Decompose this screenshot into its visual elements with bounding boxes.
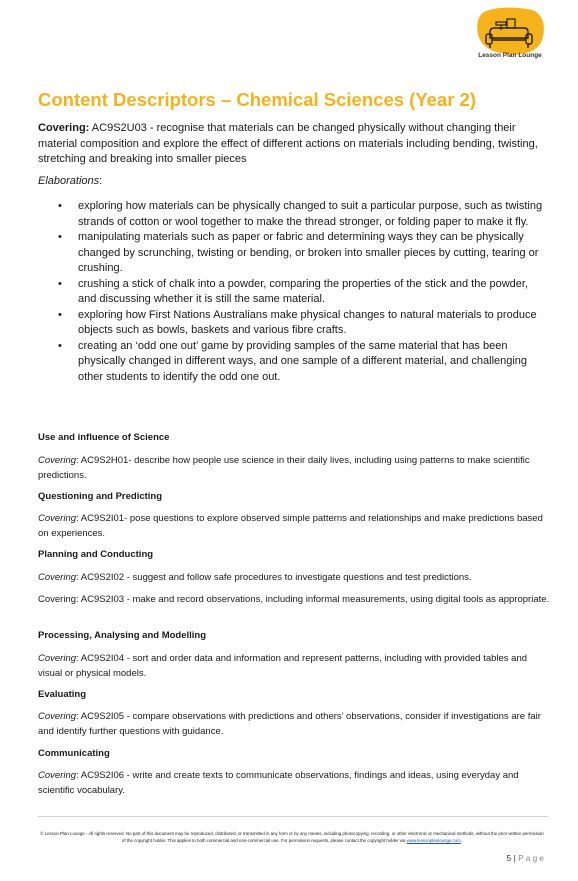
footer-copyright bbox=[38, 830, 546, 844]
footer-divider bbox=[38, 816, 548, 817]
link-suffix: . bbox=[460, 838, 463, 843]
covering-text: : AC9S2I02 - suggest and follow safe procedures to investigate questions and test predictions. bbox=[76, 572, 472, 583]
elaborations-label: Elaborations bbox=[38, 175, 100, 187]
bullet-icon: • bbox=[58, 277, 62, 290]
section-text-planning bbox=[38, 571, 550, 586]
section-text-evaluating bbox=[38, 710, 550, 739]
list-item bbox=[58, 277, 544, 308]
section-heading-use-of-science: Use and influence of Science bbox=[38, 432, 170, 443]
copyright-text: © Lesson Plan Lounge - All rights reserved. No part of this document may be reproduced, distributed, or transmitted in any form or by any means, including photocopying, recording, or other electronic or mechanical methods, without the prior written permission of the copyright holder. This applies to both commercial and non-commercial use. For permission requests, please contact the copyright holder via bbox=[40, 831, 544, 843]
list-item bbox=[58, 308, 544, 339]
covering-text: AC9S2U03 - recognise that materials can be changed physically without changing their material composition and explore the effect of different actions on materials including bending, twisting, stretching and breaking into smaller pieces bbox=[38, 122, 538, 165]
covering-label: Covering bbox=[38, 770, 77, 781]
covering-label: Covering: bbox=[38, 122, 90, 134]
section-heading-evaluating: Evaluating bbox=[38, 689, 87, 700]
bullet-icon: • bbox=[58, 339, 62, 352]
covering-text: : AC9S2I06 - write and create texts to communicate observations, findings and ideas, using everyday and scientific vocabulary. bbox=[38, 770, 519, 796]
section-heading-questioning: Questioning and Predicting bbox=[38, 491, 163, 502]
list-item bbox=[58, 199, 544, 230]
section-text-processing bbox=[38, 652, 550, 681]
list-item bbox=[58, 339, 544, 386]
section-heading-communicating: Communicating bbox=[38, 748, 110, 759]
covering-text: : AC9S2I05 - compare observations with predictions and others’ observations, consider if investigations are fair and identify further questions with guidance. bbox=[38, 711, 541, 737]
bullet-icon: • bbox=[58, 231, 62, 243]
bullet-icon: • bbox=[58, 200, 62, 212]
section-text-use-of-science bbox=[38, 454, 550, 483]
covering-label: Covering bbox=[38, 572, 77, 583]
elaborations-colon: : bbox=[99, 175, 103, 187]
section-text-communicating bbox=[38, 769, 550, 798]
section-text-planning-extra: Covering: AC9S2I03 - make and record observations, including informal measurements, using digital tools as appropriate. bbox=[38, 594, 550, 605]
covering-label: Covering bbox=[38, 711, 77, 722]
page-title: Content Descriptors – Chemical Sciences (Year 2) bbox=[38, 89, 477, 110]
page-separator: | bbox=[511, 853, 519, 863]
section-text-questioning bbox=[38, 512, 550, 541]
page-word: Page bbox=[518, 853, 546, 863]
covering-text: : AC9S2I01- pose questions to explore observed simple patterns and relationships and make predictions based on experiences. bbox=[38, 513, 543, 539]
section-heading-planning: Planning and Conducting bbox=[38, 549, 154, 560]
elaborations-heading bbox=[38, 175, 102, 187]
section-heading-processing: Processing, Analysing and Modelling bbox=[38, 630, 207, 641]
covering-label: Covering bbox=[38, 513, 77, 524]
covering-text: : AC9S2I04 - sort and order data and information and represent patterns, including with provided tables and visual or physical models. bbox=[38, 653, 528, 679]
covering-label: Covering bbox=[38, 455, 77, 466]
logo-label: Lesson Plan Lounge bbox=[478, 52, 542, 59]
list-item bbox=[58, 230, 544, 277]
footer-website-link[interactable]: www.lessonplanlounge.com bbox=[406, 838, 461, 843]
list-item-text: exploring how materials can be physically changed to suit a particular purpose, such as twisting strands of cotton or wool together to make the thread stronger, or folding paper to make it fly. bbox=[78, 200, 543, 228]
bullet-icon: • bbox=[58, 308, 62, 321]
covering-label: Covering bbox=[38, 653, 77, 664]
list-item-text: creating an ‘odd one out’ game by providing samples of the same material that has been physically changed in different ways, and one sample of a different material, and challenging other students to identify the odd one out. bbox=[78, 339, 528, 383]
elaborations-list bbox=[58, 199, 544, 385]
list-item-text: manipulating materials such as paper or fabric and determining ways they can be physically changed by scrunching, twisting or bending, or broken into smaller pieces by cutting, tearing or crushing. bbox=[78, 231, 539, 274]
list-item-text: exploring how First Nations Australians make physical changes to natural materials to produce objects such as bowls, baskets and various fibre crafts. bbox=[78, 308, 537, 336]
page-number-value: 5 bbox=[506, 853, 512, 863]
covering-paragraph bbox=[38, 121, 538, 168]
list-item-text: crushing a stick of chalk into a powder, comparing the properties of the stick and the powder, and discussing whether it is still the same material. bbox=[78, 277, 529, 305]
covering-text: : AC9S2H01- describe how people use science in their daily lives, including using patterns to make scientific predictions. bbox=[38, 455, 530, 481]
page-number bbox=[506, 853, 546, 863]
